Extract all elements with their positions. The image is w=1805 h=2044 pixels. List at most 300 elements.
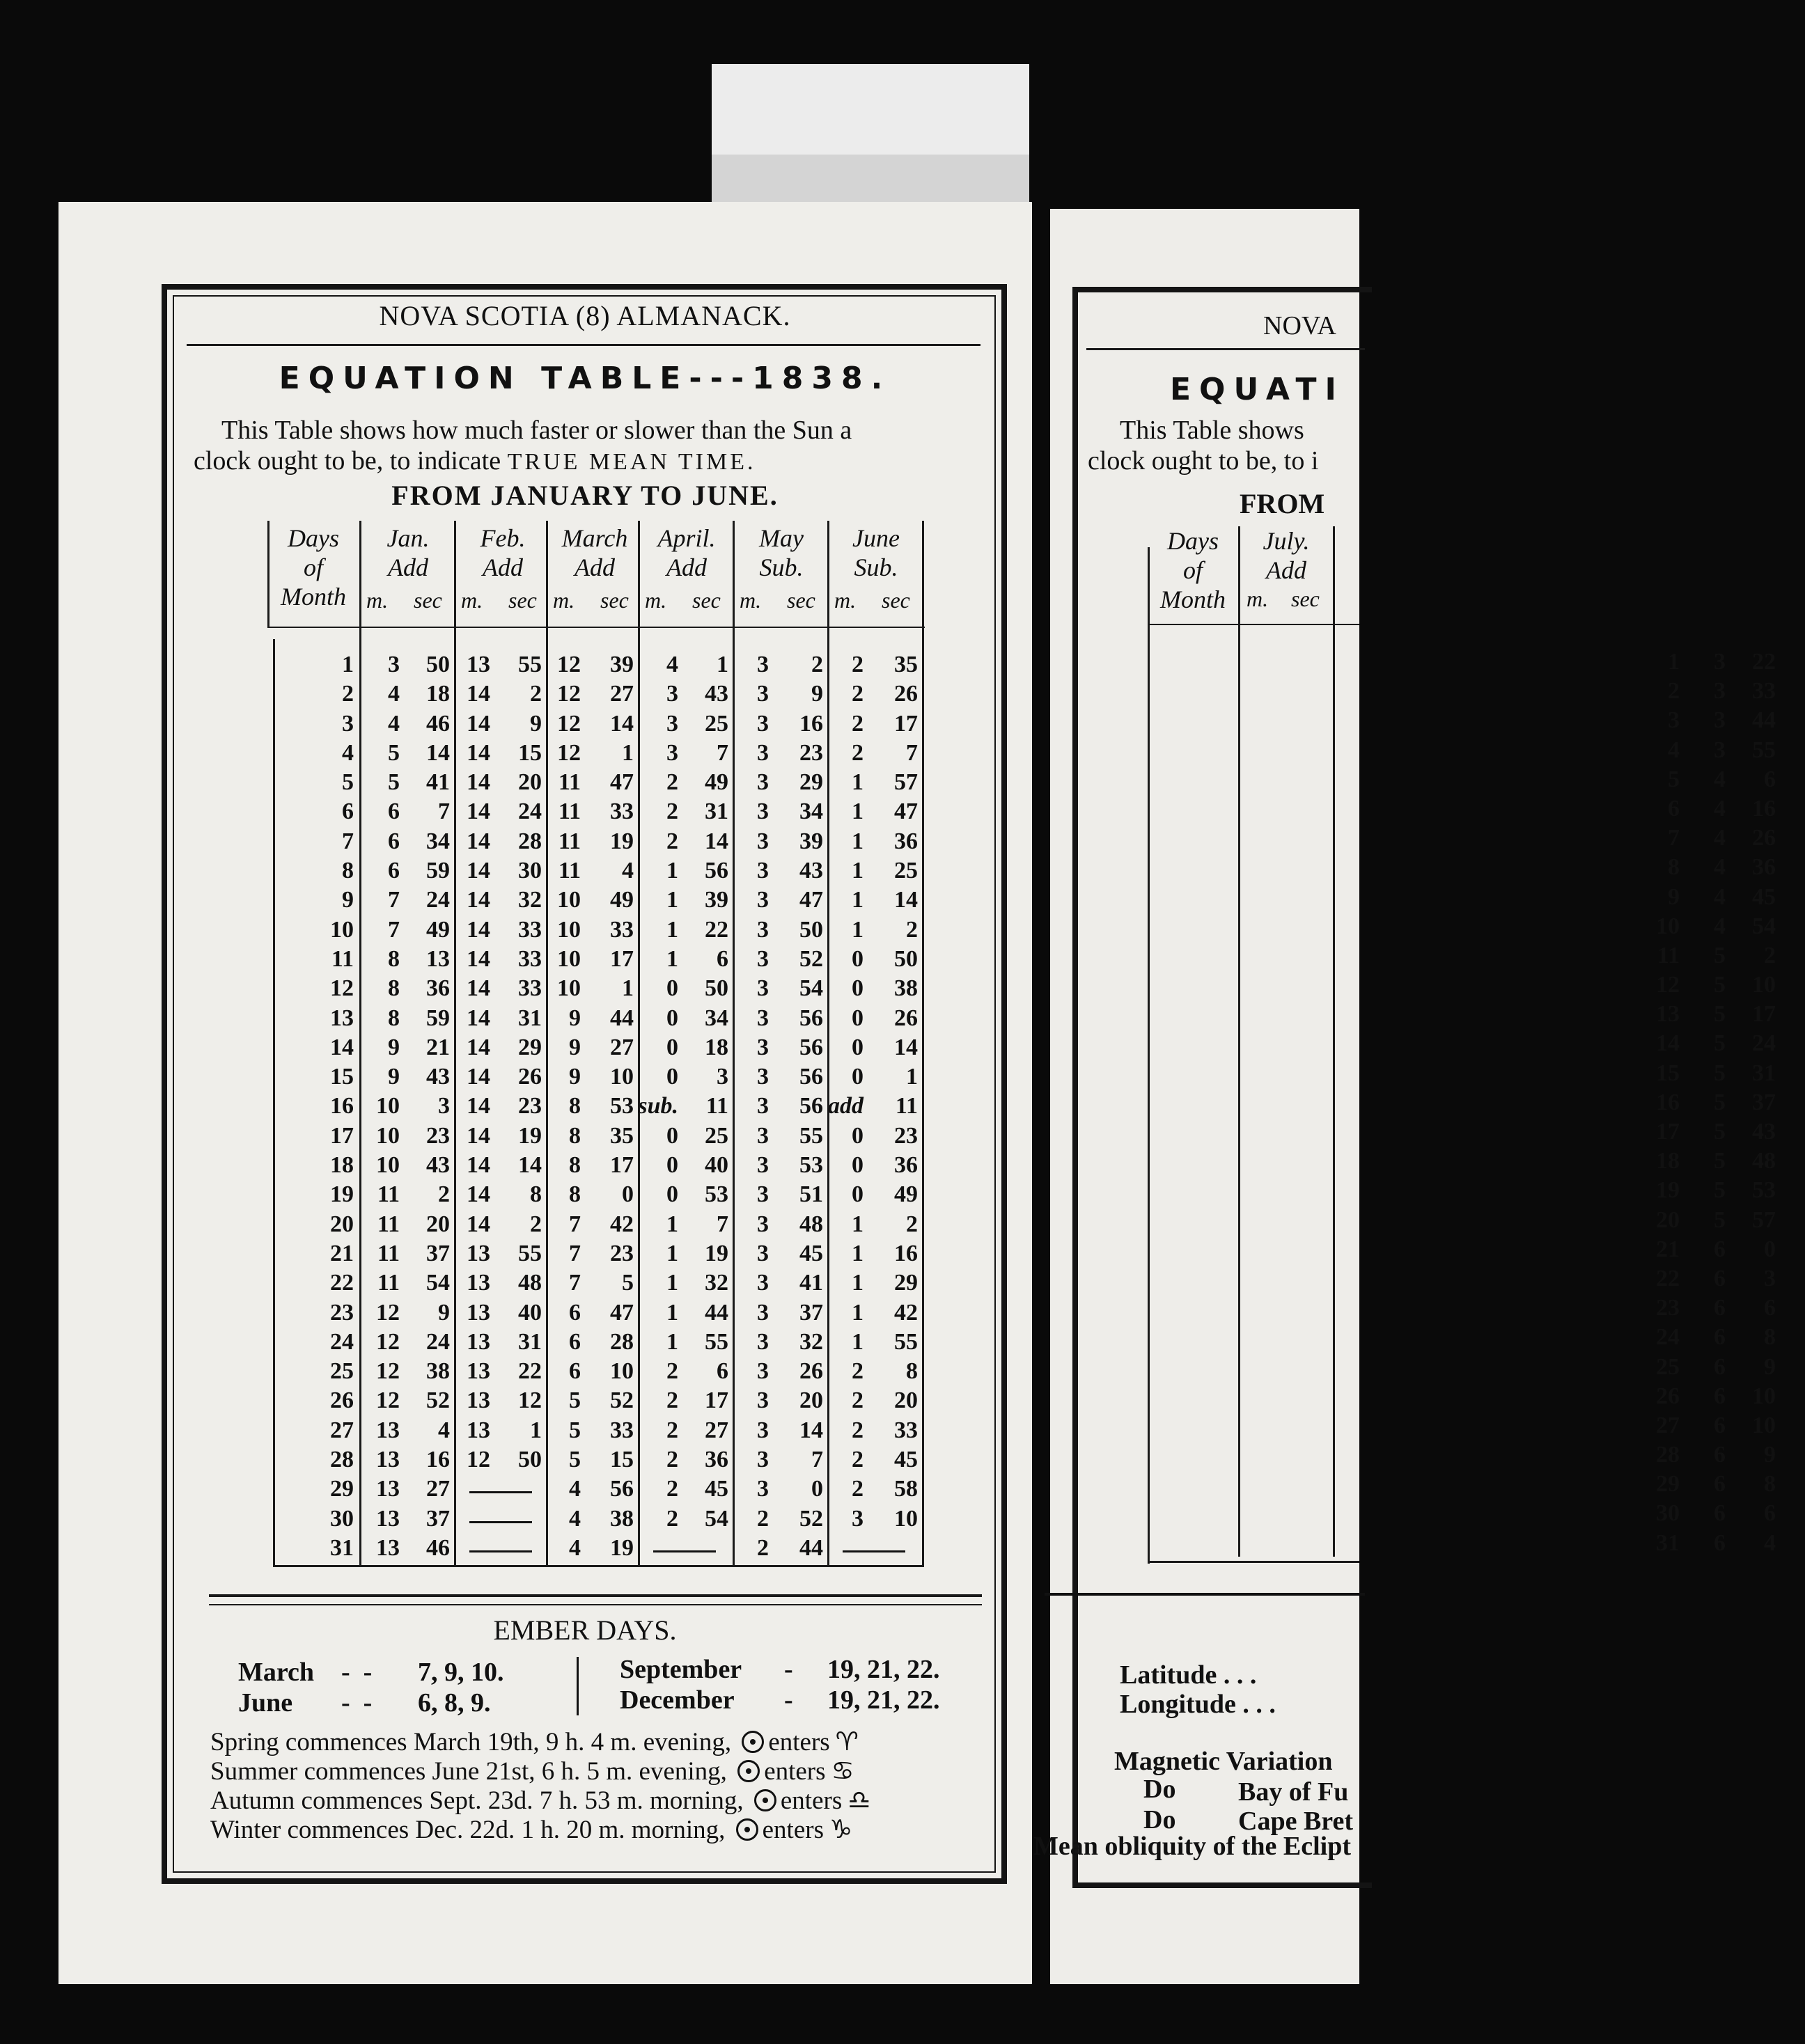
seconds-cell: 35 (894, 652, 918, 677)
ember-december-dates: 19, 21, 22. (827, 1685, 940, 1715)
minutes-cell: 9 (388, 1034, 400, 1060)
minutes-cell: 13 (467, 1387, 490, 1414)
seconds-cell: 33 (610, 1417, 634, 1443)
seconds-cell: 15 (518, 739, 542, 766)
minutes-cell: 14 (467, 769, 490, 796)
section-rule-thin (209, 1604, 982, 1605)
minutes-cell: 10 (376, 1122, 400, 1149)
minutes-cell: 3 (757, 1240, 769, 1266)
season-line (210, 1756, 854, 1786)
right-day-header (1148, 526, 1238, 614)
right-minutes-cell: 6 (1714, 1265, 1726, 1291)
seconds-cell: 38 (610, 1505, 634, 1532)
ember-march (238, 1657, 314, 1688)
seconds-cell: 36 (894, 1152, 918, 1179)
seconds-cell: 35 (610, 1122, 634, 1149)
seconds-cell: 17 (610, 945, 634, 972)
right-minutes-cell: 6 (1714, 1442, 1726, 1468)
minutes-cell: 11 (377, 1211, 400, 1237)
seconds-cell: 36 (705, 1447, 728, 1473)
enters-label: enters (768, 1728, 830, 1756)
seconds-cell: 23 (894, 1122, 918, 1149)
minutes-cell: 6 (569, 1299, 581, 1326)
month-name: Jan. (386, 524, 430, 552)
table-row (267, 1152, 925, 1181)
seconds-cell: 37 (799, 1299, 823, 1326)
header-rule (187, 344, 980, 346)
unit-seconds: sec (787, 588, 815, 613)
seconds-cell: 41 (426, 769, 450, 796)
right-seconds-cell: 6 (1764, 1500, 1776, 1527)
minutes-cell: 10 (557, 887, 581, 913)
unit-minutes: m. (834, 588, 857, 613)
table-row (267, 740, 925, 769)
seconds-cell: 52 (799, 1505, 823, 1532)
day-cell: 8 (342, 858, 354, 884)
seconds-cell: 58 (894, 1476, 918, 1502)
right-seconds-cell: 57 (1752, 1206, 1776, 1233)
right-seconds-cell: 10 (1752, 1383, 1776, 1409)
minutes-cell: 6 (388, 828, 400, 854)
right-seconds-cell: 2 (1764, 942, 1776, 968)
ember-divider (577, 1657, 579, 1715)
seconds-cell: 44 (610, 1005, 634, 1031)
right-table-row (1148, 1030, 1805, 1060)
right-day-cell: 10 (1656, 913, 1680, 939)
table-row (267, 1476, 925, 1505)
right-minutes-cell: 3 (1714, 649, 1726, 675)
enters-label: enters (780, 1786, 843, 1815)
seconds-cell: 19 (518, 1122, 542, 1149)
ember-march-dates: 7, 9, 10. (418, 1658, 504, 1687)
seconds-cell: 22 (705, 916, 728, 943)
table-row (267, 1093, 925, 1122)
seconds-cell: 34 (426, 828, 450, 854)
minutes-cell: 7 (569, 1211, 581, 1237)
table-row (267, 1270, 925, 1299)
minutes-cell: 1 (666, 945, 678, 972)
minutes-cell: 11 (377, 1240, 400, 1266)
table-body (267, 652, 925, 1564)
right-day-cell: 6 (1668, 795, 1680, 821)
table-row (267, 975, 925, 1005)
minutes-cell: 3 (757, 858, 769, 884)
ember-september: September (620, 1655, 742, 1684)
right-table-row (1148, 1442, 1805, 1471)
seconds-cell: 22 (518, 1358, 542, 1385)
right-seconds-cell: 9 (1764, 1353, 1776, 1380)
right-day-cell: 23 (1656, 1295, 1680, 1321)
day-cell: 24 (330, 1328, 354, 1355)
season-text: Spring commences March 19th, 9 h. 4 m. evening, (210, 1728, 732, 1756)
right-day-cell: 15 (1656, 1060, 1680, 1086)
seconds-cell: 27 (705, 1417, 728, 1443)
seconds-cell: 19 (610, 828, 634, 854)
right-minutes-cell: 6 (1714, 1383, 1726, 1409)
right-table-row (1148, 1090, 1805, 1119)
seconds-cell: 2 (530, 1211, 542, 1237)
seconds-cell: 2 (906, 1211, 918, 1237)
day-cell: 30 (330, 1505, 354, 1532)
minutes-cell: 13 (467, 1328, 490, 1355)
unit-seconds: sec (414, 588, 442, 613)
minutes-cell: 10 (557, 945, 581, 972)
seconds-cell: 20 (518, 769, 542, 796)
seconds-cell: 56 (705, 858, 728, 884)
seconds-cell: 59 (426, 1005, 450, 1031)
minutes-cell: 0 (852, 1005, 864, 1031)
minutes-cell: 5 (569, 1387, 581, 1414)
minutes-cell: 3 (757, 1181, 769, 1208)
day-cell: 31 (330, 1534, 354, 1561)
minutes-cell: 3 (757, 652, 769, 677)
minutes-cell: 3 (757, 1122, 769, 1149)
equation-table (267, 521, 925, 1576)
minutes-cell: 13 (376, 1505, 400, 1532)
seconds-cell: 13 (426, 945, 450, 972)
day-cell: 1 (342, 652, 354, 677)
minutes-cell: 1 (852, 1328, 864, 1355)
zodiac-sign-icon: ♋ (831, 1756, 854, 1786)
month-name: May (759, 524, 804, 552)
right-day-cell: 1 (1668, 649, 1680, 675)
minutes-cell: 14 (467, 1034, 490, 1060)
seconds-cell: 46 (426, 710, 450, 737)
minutes-cell: 2 (666, 1447, 678, 1473)
right-minutes-cell: 6 (1714, 1353, 1726, 1380)
right-table-row (1148, 1471, 1805, 1500)
enters-label: enters (764, 1757, 826, 1786)
minutes-cell: 0 (852, 1122, 864, 1149)
right-table-row (1148, 1354, 1805, 1383)
right-seconds-cell: 3 (1764, 1265, 1776, 1291)
seconds-cell: 11 (895, 1093, 918, 1119)
empty-dash (469, 1521, 532, 1523)
right-seconds-cell: 10 (1752, 972, 1776, 998)
seconds-cell: 56 (799, 1034, 823, 1060)
seconds-cell: 1 (622, 739, 634, 766)
right-table-row (1148, 1324, 1805, 1353)
seconds-cell: 9 (438, 1299, 450, 1326)
minutes-cell: 0 (852, 945, 864, 972)
seconds-cell: 26 (894, 1005, 918, 1031)
sun-symbol-icon (736, 1818, 758, 1841)
seconds-cell: 14 (426, 739, 450, 766)
right-table-header-rule (1148, 624, 1359, 625)
minutes-cell: add (828, 1093, 864, 1119)
seconds-cell: 43 (426, 1064, 450, 1090)
season-line (210, 1785, 870, 1816)
right-day-cell: 11 (1657, 942, 1680, 968)
right-table-row (1148, 1383, 1805, 1413)
minutes-cell: 11 (558, 799, 581, 825)
minutes-cell: 12 (557, 652, 581, 677)
minutes-cell: 3 (757, 769, 769, 796)
minutes-cell: 1 (666, 1270, 678, 1296)
right-day-cell: 12 (1656, 972, 1680, 998)
right-minutes-cell: 5 (1714, 1177, 1726, 1204)
right-seconds-cell: 17 (1752, 1001, 1776, 1028)
minutes-cell: 12 (557, 710, 581, 737)
minutes-cell: 12 (557, 681, 581, 707)
right-seconds-cell: 8 (1764, 1324, 1776, 1351)
minutes-cell: 13 (467, 652, 490, 677)
right-minutes-cell: 5 (1714, 1001, 1726, 1028)
minutes-cell: 1 (852, 769, 864, 796)
right-minutes-cell: 4 (1714, 825, 1726, 851)
minutes-cell: 12 (376, 1328, 400, 1355)
right-table-body (1148, 649, 1805, 1559)
seconds-cell: 15 (610, 1447, 634, 1473)
minutes-cell: 14 (467, 975, 490, 1002)
right-july-header (1240, 526, 1333, 585)
minutes-cell: 3 (757, 739, 769, 766)
seconds-cell: 36 (426, 975, 450, 1002)
minutes-cell: 11 (377, 1181, 400, 1208)
minutes-cell: 14 (467, 1152, 490, 1179)
seconds-cell: 16 (799, 710, 823, 737)
seconds-cell: 19 (610, 1534, 634, 1561)
table-row (267, 1064, 925, 1093)
minutes-cell: 10 (376, 1093, 400, 1119)
minutes-cell: 2 (666, 769, 678, 796)
minutes-cell: 6 (569, 1328, 581, 1355)
seconds-cell: 47 (610, 769, 634, 796)
right-table-row (1148, 796, 1805, 825)
seconds-cell: 14 (705, 828, 728, 854)
seconds-cell: 10 (610, 1064, 634, 1090)
minutes-cell: 4 (388, 710, 400, 737)
minutes-cell: 14 (467, 858, 490, 884)
seconds-cell: 24 (426, 887, 450, 913)
season-text: Winter commences Dec. 22d. 1 h. 20 m. morning, (210, 1816, 726, 1844)
day-cell: 12 (330, 975, 354, 1002)
unit-minutes: m. (366, 588, 389, 613)
minutes-cell: 1 (852, 858, 864, 884)
month-name: Feb. (480, 524, 526, 552)
minutes-cell: 1 (852, 1270, 864, 1296)
minutes-cell: 3 (757, 681, 769, 707)
seconds-cell: 50 (799, 916, 823, 943)
month-name: April. (657, 524, 716, 552)
seconds-cell: 33 (610, 799, 634, 825)
right-seconds-cell: 54 (1752, 913, 1776, 939)
seconds-cell: 10 (610, 1358, 634, 1385)
right-seconds-cell: 31 (1752, 1060, 1776, 1086)
day-cell: 13 (330, 1005, 354, 1031)
seconds-cell: 38 (426, 1358, 450, 1385)
minutes-cell: 3 (757, 1064, 769, 1090)
zodiac-sign-icon: ♎ (847, 1785, 871, 1815)
month-header (457, 524, 549, 582)
intro-emphasis: TRUE MEAN TIME. (507, 449, 756, 475)
minutes-cell: 8 (388, 945, 400, 972)
minutes-cell: 14 (467, 1211, 490, 1237)
right-do-2: Do (1143, 1805, 1176, 1834)
seconds-cell: 37 (426, 1240, 450, 1266)
seconds-cell: 50 (705, 975, 728, 1002)
seconds-cell: 9 (530, 710, 542, 737)
seconds-cell: 33 (894, 1417, 918, 1443)
seconds-cell: 14 (610, 710, 634, 737)
ember-december: December (620, 1685, 735, 1715)
month-operation: Add (483, 553, 523, 581)
table-row (267, 1300, 925, 1329)
day-cell: 25 (330, 1358, 354, 1385)
table-row (267, 1123, 925, 1152)
seconds-cell: 2 (530, 681, 542, 707)
right-header-rule (1086, 348, 1365, 350)
minutes-cell: 4 (388, 681, 400, 707)
seconds-cell: 10 (894, 1505, 918, 1532)
minutes-cell: 1 (852, 1211, 864, 1237)
seconds-cell: 3 (438, 1093, 450, 1119)
month-header (362, 524, 454, 582)
seconds-cell: 49 (610, 887, 634, 913)
minutes-cell: 13 (376, 1447, 400, 1473)
seconds-cell: 52 (610, 1387, 634, 1414)
table-bottom-rule (273, 1565, 924, 1567)
right-minutes-cell: 6 (1714, 1530, 1726, 1556)
right-table-row (1148, 1177, 1805, 1206)
seconds-cell: 59 (426, 858, 450, 884)
minutes-cell: 1 (852, 916, 864, 943)
right-table-bottom-rule (1148, 1561, 1359, 1563)
seconds-cell: 52 (426, 1387, 450, 1414)
seconds-cell: 25 (705, 1122, 728, 1149)
month-header (549, 524, 641, 582)
minutes-cell: 0 (852, 975, 864, 1002)
seconds-cell: 18 (705, 1034, 728, 1060)
seconds-cell: 33 (518, 916, 542, 943)
minutes-cell: 5 (388, 769, 400, 796)
right-seconds-cell: 8 (1764, 1471, 1776, 1497)
empty-dash (653, 1550, 716, 1552)
month-operation: Sub. (759, 553, 804, 581)
right-minutes-cell: 6 (1714, 1295, 1726, 1321)
right-seconds-cell: 6 (1764, 766, 1776, 792)
seconds-cell: 28 (518, 828, 542, 854)
empty-dash (469, 1491, 532, 1493)
zodiac-sign-icon: ♈ (835, 1727, 859, 1756)
right-magnetic: Magnetic Variation (1114, 1747, 1333, 1776)
right-day-cell: 30 (1656, 1500, 1680, 1527)
minutes-cell: 11 (558, 828, 581, 854)
right-intro-2: clock ought to be, to i (1088, 446, 1319, 475)
table-row (267, 1005, 925, 1035)
right-day-header-line: of (1182, 556, 1203, 584)
right-day-cell: 3 (1668, 707, 1680, 734)
minutes-cell: 1 (852, 799, 864, 825)
right-day-cell: 2 (1668, 678, 1680, 705)
seconds-cell: 12 (518, 1387, 542, 1414)
right-table-row (1148, 1413, 1805, 1442)
right-table-row (1148, 913, 1805, 943)
right-day-cell: 14 (1656, 1030, 1680, 1057)
minutes-cell: 5 (569, 1417, 581, 1443)
minutes-cell: 0 (666, 1181, 678, 1208)
minutes-cell: 12 (376, 1299, 400, 1326)
minutes-cell: 1 (852, 887, 864, 913)
seconds-cell: 24 (426, 1328, 450, 1355)
right-seconds-cell: 26 (1752, 825, 1776, 851)
minutes-cell: 1 (666, 1328, 678, 1355)
day-cell: 4 (342, 739, 354, 766)
minutes-cell: 2 (852, 1447, 864, 1473)
seconds-cell: 48 (518, 1270, 542, 1296)
seconds-cell: 37 (426, 1505, 450, 1532)
right-minutes-cell: 3 (1714, 678, 1726, 705)
minutes-cell: 3 (757, 1034, 769, 1060)
minutes-cell: 6 (388, 799, 400, 825)
right-day-header-line: Month (1160, 585, 1226, 613)
minutes-cell: 0 (852, 1181, 864, 1208)
minutes-cell: 7 (388, 887, 400, 913)
day-header-line: of (303, 553, 323, 581)
day-cell: 26 (330, 1387, 354, 1414)
right-latitude (1120, 1660, 1256, 1690)
seconds-cell: 47 (610, 1299, 634, 1326)
seconds-cell: 49 (705, 769, 728, 796)
minutes-cell: 1 (666, 887, 678, 913)
minutes-cell: 2 (666, 799, 678, 825)
seconds-cell: 55 (799, 1122, 823, 1149)
minutes-cell: 0 (666, 1005, 678, 1031)
right-day-cell: 4 (1668, 737, 1680, 763)
minutes-cell: 0 (666, 1122, 678, 1149)
month-name: March (561, 524, 628, 552)
right-minutes-cell: 4 (1714, 766, 1726, 792)
table-row (267, 1329, 925, 1358)
right-table-row (1148, 854, 1805, 883)
seconds-cell: 5 (622, 1270, 634, 1296)
right-minutes-cell: 5 (1714, 972, 1726, 998)
right-day-header-line: Days (1167, 527, 1219, 555)
minutes-cell: 13 (467, 1270, 490, 1296)
minutes-cell: 11 (558, 858, 581, 884)
seconds-cell: 47 (799, 887, 823, 913)
right-minutes-cell: 5 (1714, 1030, 1726, 1057)
right-day-cell: 29 (1656, 1471, 1680, 1497)
seconds-cell: 3 (717, 1064, 728, 1090)
seconds-cell: 8 (906, 1358, 918, 1385)
seconds-cell: 6 (717, 945, 728, 972)
minutes-cell: 6 (388, 858, 400, 884)
right-seconds-cell: 36 (1752, 854, 1776, 881)
seconds-cell: 27 (426, 1476, 450, 1502)
right-month-name: July. (1263, 527, 1310, 555)
seconds-cell: 27 (610, 1034, 634, 1060)
minutes-cell: 14 (467, 1181, 490, 1208)
right-day-cell: 28 (1656, 1442, 1680, 1468)
day-cell: 28 (330, 1447, 354, 1473)
day-cell: 3 (342, 710, 354, 737)
right-table-row (1148, 1500, 1805, 1530)
minutes-cell: 13 (376, 1476, 400, 1502)
minutes-cell: 3 (757, 916, 769, 943)
page-title: EQUATION TABLE---1838. (279, 361, 891, 396)
right-minutes-cell: 6 (1714, 1412, 1726, 1438)
minutes-cell: 1 (666, 858, 678, 884)
minutes-cell: 2 (852, 1358, 864, 1385)
right-table-row (1148, 1001, 1805, 1030)
seconds-cell: 44 (705, 1299, 728, 1326)
ember-dashes: - - (341, 1688, 373, 1717)
seconds-cell: 45 (894, 1447, 918, 1473)
table-row (267, 769, 925, 799)
seconds-cell: 23 (426, 1122, 450, 1149)
minutes-cell: 2 (852, 652, 864, 677)
